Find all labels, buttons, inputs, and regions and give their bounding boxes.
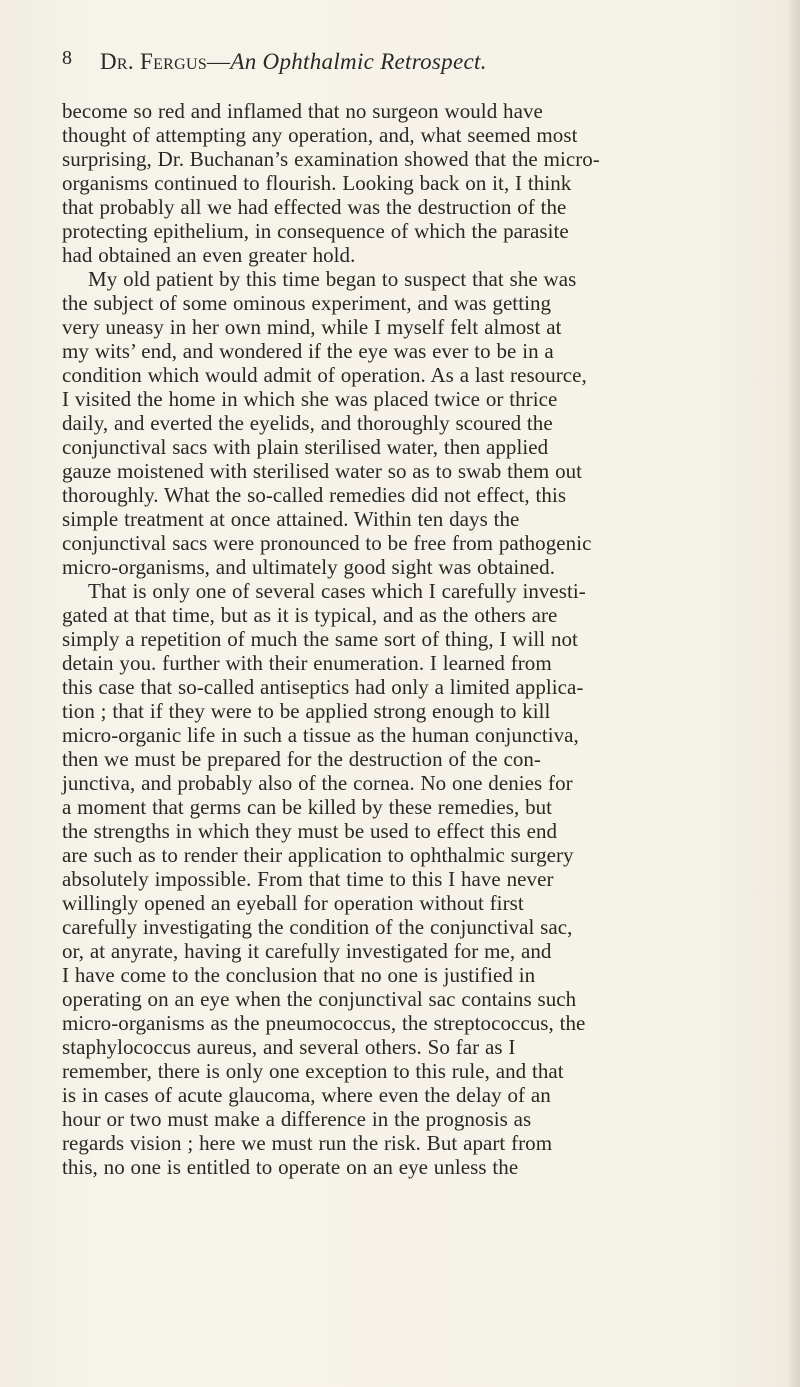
text-line: absolutely impossible. From that time to this I have never	[62, 867, 554, 891]
running-head	[100, 48, 660, 76]
text-line: gauze moistened with sterilised water so as to swab them out	[62, 459, 583, 483]
running-head-author: Dr. Fergus	[100, 49, 208, 74]
page-number: 8	[62, 47, 73, 69]
text-line: micro-organisms as the pneumococcus, the streptococcus, the	[62, 1011, 586, 1035]
text-line: carefully investigating the condition of the conjunctival sac,	[62, 915, 573, 939]
text-line: very uneasy in her own mind, while I myself felt almost at	[62, 315, 562, 339]
text-line: this case that so-called antiseptics had only a limited applica-	[62, 675, 584, 699]
text-line: micro-organisms, and ultimately good sight was obtained.	[62, 555, 556, 579]
text-line: staphylococcus aureus, and several others. So far as I	[62, 1035, 516, 1059]
text-line: surprising, Dr. Buchanan’s examination showed that the micro-	[62, 147, 600, 171]
text-line: I visited the home in which she was placed twice or thrice	[62, 387, 558, 411]
text-line: gated at that time, but as it is typical, and as the others are	[62, 603, 558, 627]
text-line: condition which would admit of operation. As a last resource,	[62, 363, 587, 387]
text-line: organisms continued to flourish. Looking back on it, I think	[62, 171, 572, 195]
text-line: become so red and inflamed that no surgeon would have	[62, 99, 543, 123]
text-line: junctiva, and probably also of the cornea. No one denies for	[62, 771, 573, 795]
text-line: That is only one of several cases which I carefully investi-	[88, 579, 586, 603]
running-head-dash: —	[207, 49, 231, 74]
text-line: remember, there is only one exception to this rule, and that	[62, 1059, 564, 1083]
text-line: simply a repetition of much the same sort of thing, I will not	[62, 627, 578, 651]
text-line: tion ; that if they were to be applied strong enough to kill	[62, 699, 551, 723]
text-line: daily, and everted the eyelids, and thoroughly scoured the	[62, 411, 553, 435]
running-head-title: An Ophthalmic Retrospect.	[230, 49, 487, 74]
text-line: this, no one is entitled to operate on an eye unless the	[62, 1155, 519, 1179]
text-line: conjunctival sacs were pronounced to be free from pathogenic	[62, 531, 592, 555]
text-line: conjunctival sacs with plain sterilised water, then applied	[62, 435, 549, 459]
text-line: or, at anyrate, having it carefully investigated for me, and	[62, 939, 552, 963]
text-line: thoroughly. What the so-called remedies did not effect, this	[62, 483, 567, 507]
text-line: regards vision ; here we must run the risk. But apart from	[62, 1131, 553, 1155]
text-line: willingly opened an eyeball for operation without first	[62, 891, 524, 915]
text-line: is in cases of acute glaucoma, where even the delay of an	[62, 1083, 551, 1107]
text-line: that probably all we had effected was the destruction of the	[62, 195, 567, 219]
page-edge-shadow	[786, 0, 800, 1387]
text-line: I have come to the conclusion that no one is justified in	[62, 963, 536, 987]
text-line: My old patient by this time began to suspect that she was	[88, 267, 577, 291]
text-line: then we must be prepared for the destruction of the con-	[62, 747, 541, 771]
text-line: hour or two must make a difference in the prognosis as	[62, 1107, 532, 1131]
text-line: simple treatment at once attained. Within ten days the	[62, 507, 520, 531]
text-line: my wits’ end, and wondered if the eye was ever to be in a	[62, 339, 554, 363]
text-line: micro-organic life in such a tissue as the human conjunctiva,	[62, 723, 579, 747]
text-line: operating on an eye when the conjunctival sac contains such	[62, 987, 577, 1011]
text-line: the strengths in which they must be used to effect this end	[62, 819, 558, 843]
text-line: had obtained an even greater hold.	[62, 243, 356, 267]
text-line: thought of attempting any operation, and, what seemed most	[62, 123, 578, 147]
text-line: a moment that germs can be killed by these remedies, but	[62, 795, 553, 819]
text-line: protecting epithelium, in consequence of which the parasite	[62, 219, 569, 243]
text-line: the subject of some ominous experiment, and was getting	[62, 291, 552, 315]
text-line: are such as to render their application to ophthalmic surgery	[62, 843, 574, 867]
text-line: detain you. further with their enumeration. I learned from	[62, 651, 552, 675]
